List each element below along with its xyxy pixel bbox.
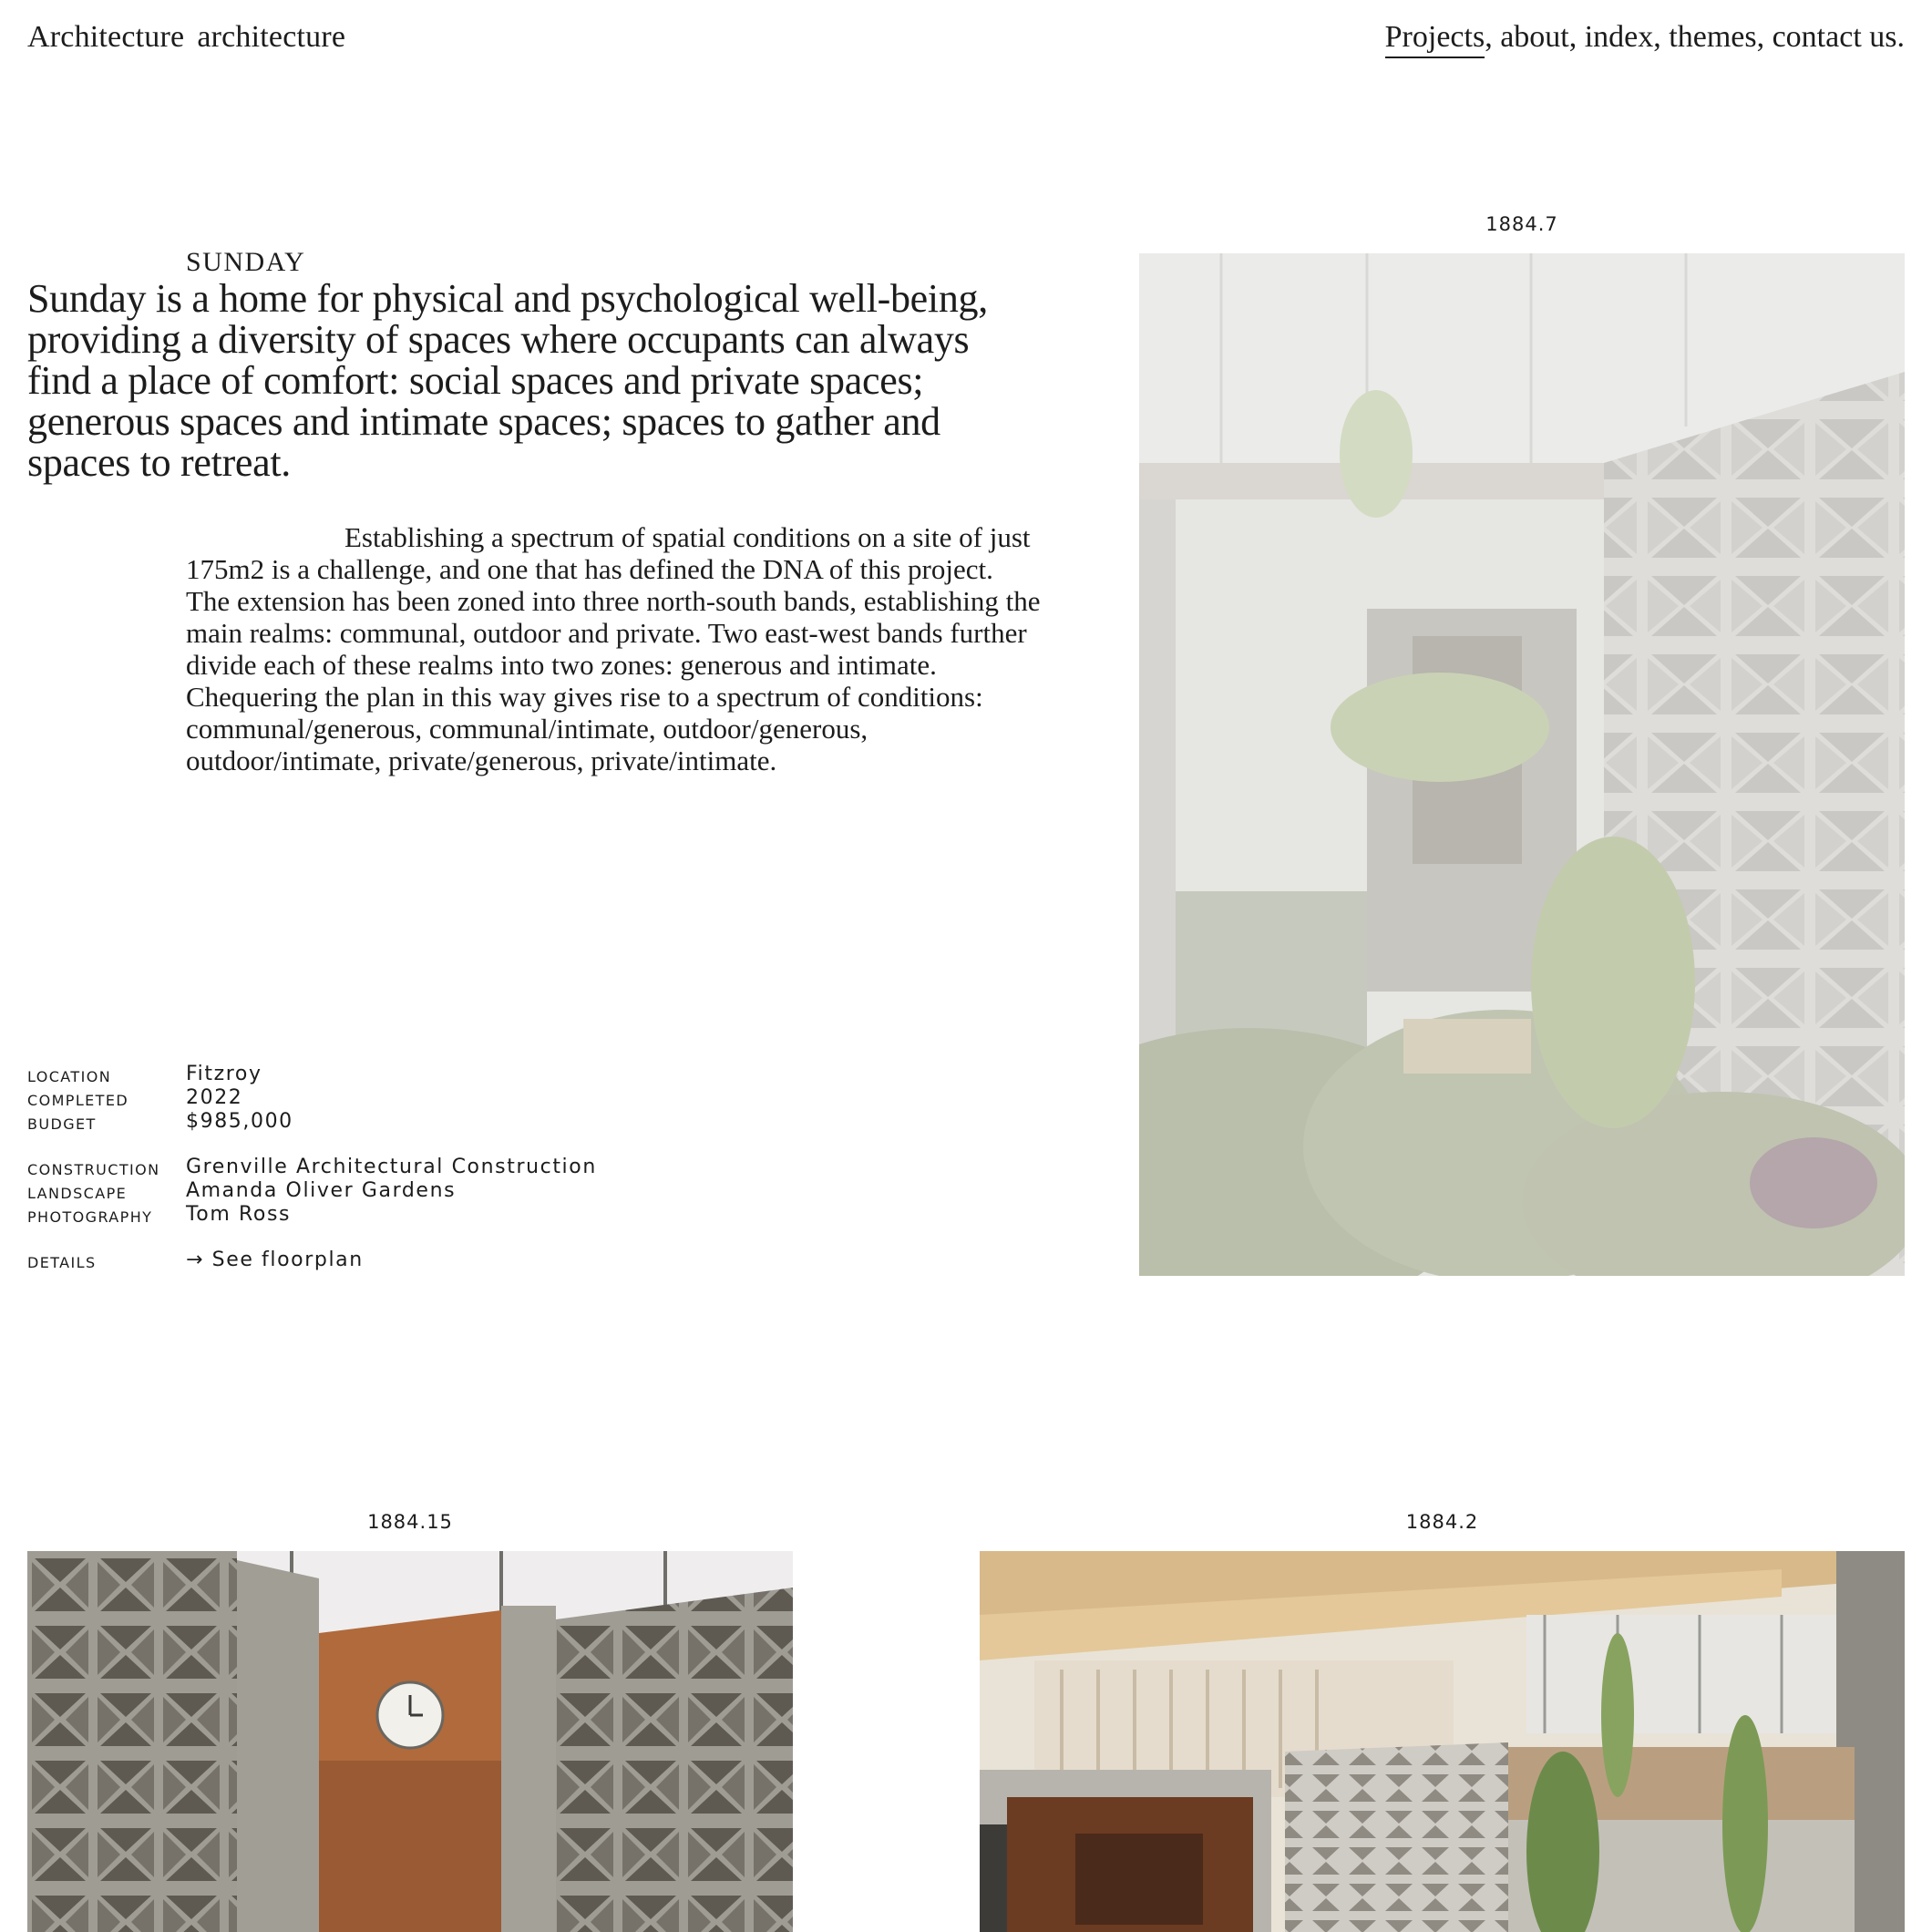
detail-row-construction <box>27 1156 848 1179</box>
detail-value: 2022 <box>186 1086 243 1109</box>
image-caption: 1884.7 <box>1485 213 1558 235</box>
breezeblock-photo[interactable] <box>27 1551 793 1932</box>
detail-value: $985,000 <box>186 1110 293 1133</box>
detail-row-photography <box>27 1203 848 1227</box>
detail-label: BUDGET <box>27 1115 97 1133</box>
timber-courtyard-photo <box>980 1551 1905 1932</box>
detail-label: COMPLETED <box>27 1092 129 1109</box>
detail-label: LOCATION <box>27 1068 112 1085</box>
main-nav <box>1385 20 1905 55</box>
nav-themes[interactable]: themes <box>1669 20 1757 54</box>
detail-label: DETAILS <box>27 1254 97 1271</box>
nav-about[interactable]: about <box>1500 20 1569 54</box>
site-logo[interactable] <box>27 20 345 55</box>
see-floorplan-link[interactable]: → See floorplan <box>186 1249 364 1271</box>
detail-row-landscape <box>27 1179 848 1203</box>
detail-label: PHOTOGRAPHY <box>27 1208 153 1226</box>
nav-contact-us[interactable]: contact us <box>1772 20 1897 54</box>
nav-separator: , <box>1568 20 1585 54</box>
image-caption: 1884.2 <box>1405 1511 1479 1533</box>
detail-value: Grenville Architectural Construction <box>186 1156 597 1178</box>
detail-row-completed <box>27 1086 848 1110</box>
detail-value: Fitzroy <box>186 1063 262 1085</box>
nav-separator: , <box>1485 20 1501 54</box>
nav-index[interactable]: index <box>1584 20 1654 54</box>
detail-label: CONSTRUCTION <box>27 1161 160 1178</box>
nav-terminator: . <box>1896 20 1905 54</box>
nav-projects[interactable]: Projects <box>1385 20 1485 58</box>
detail-value: Amanda Oliver Gardens <box>186 1179 457 1202</box>
brand-word-2: architecture <box>197 20 346 54</box>
nav-separator: , <box>1653 20 1670 54</box>
detail-row-location <box>27 1063 848 1086</box>
project-title: SUNDAY <box>186 247 306 277</box>
detail-row-budget <box>27 1110 848 1134</box>
detail-row-details <box>27 1249 848 1272</box>
clock-breezeblock-photo <box>27 1551 793 1932</box>
hero-photo[interactable] <box>1139 253 1905 1276</box>
detail-value: Tom Ross <box>186 1203 292 1226</box>
courtyard-photo[interactable] <box>980 1551 1905 1932</box>
project-description: Establishing a spectrum of spatial conditions on a site of just 175m2 is a challenge, and one that has defined the DNA of this project. The extension has been zoned into three north-south bands, establishing the main realms: communal, outdoor and private. Two east-west bands further divide each of these realms into two zones: generous and intimate. Chequering the plan in this way gives rise to a spectrum of conditions: communal/generous, communal/intimate, outdoor/generous, outdoor/intimate, private/generous, private/intimate. <box>186 521 1041 776</box>
image-caption: 1884.15 <box>367 1511 453 1533</box>
brand-word-1: Architecture <box>27 20 185 54</box>
detail-label: LANDSCAPE <box>27 1185 128 1202</box>
nav-separator: , <box>1756 20 1773 54</box>
project-lede: Sunday is a home for physical and psychological well-being, providing a diversity of spaces where occupants can always find a place of comfort: social spaces and private spaces; generous spaces and intimate spaces; spaces to gather and spaces to retreat. <box>27 276 988 485</box>
garden-courtyard-photo <box>1139 253 1905 1276</box>
